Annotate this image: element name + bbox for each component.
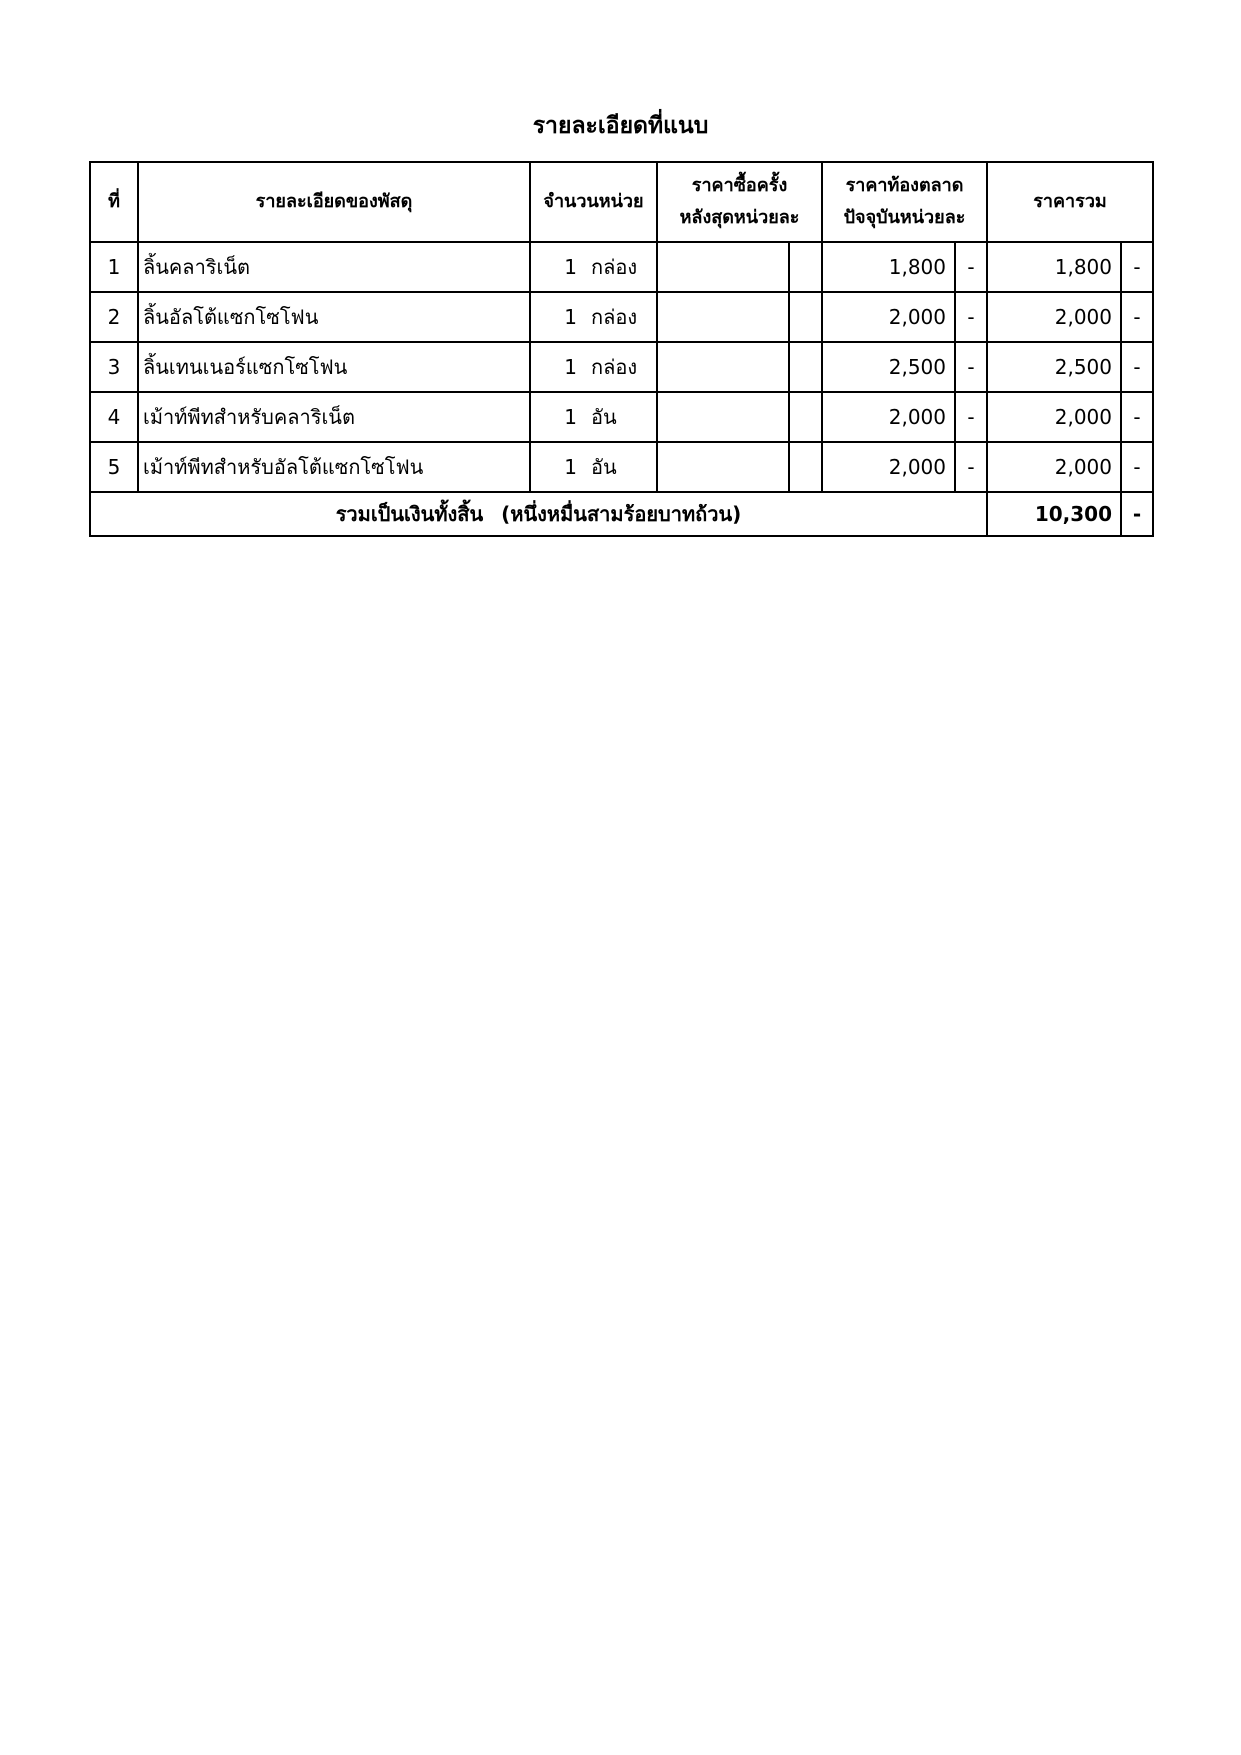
document-title: รายละเอียดที่แนบ — [532, 113, 709, 139]
table-row — [90, 342, 1153, 392]
row-last-price — [657, 342, 789, 392]
row-last-price-sat — [789, 342, 822, 392]
row-total-sat: - — [1121, 292, 1153, 342]
row-market-price: 2,500 — [822, 342, 955, 392]
row-market-price: 2,000 — [822, 392, 955, 442]
row-no: 2 — [90, 292, 138, 342]
row-last-price — [657, 242, 789, 292]
row-description: เม้าท์พีทสำหรับคลาริเน็ต — [138, 392, 530, 442]
row-market-sat: - — [955, 242, 987, 292]
row-description: เม้าท์พีทสำหรับอัลโต้แซกโซโฟน — [138, 442, 530, 492]
row-market-price: 2,000 — [822, 442, 955, 492]
row-quantity — [530, 292, 657, 342]
header-last-price-line1: ราคาซื้อครั้ง — [691, 175, 788, 196]
row-unit: กล่อง — [591, 305, 638, 329]
header-market-price-line2: ปัจจุบันหน่วยละ — [843, 207, 966, 228]
summary-label-cell — [90, 492, 987, 536]
header-market-price-line1: ราคาท้องตลาด — [845, 175, 964, 196]
row-last-price-sat — [789, 292, 822, 342]
row-no: 4 — [90, 392, 138, 442]
row-unit: กล่อง — [591, 355, 638, 379]
row-total: 2,000 — [987, 442, 1121, 492]
table-row — [90, 292, 1153, 342]
row-market-sat: - — [955, 442, 987, 492]
row-market-price: 2,000 — [822, 292, 955, 342]
header-total: ราคารวม — [987, 162, 1153, 242]
header-quantity: จำนวนหน่วย — [530, 162, 657, 242]
row-no: 1 — [90, 242, 138, 292]
row-qty: 1 — [564, 255, 577, 279]
row-qty: 1 — [564, 305, 577, 329]
summary-row — [90, 492, 1153, 536]
row-market-sat: - — [955, 292, 987, 342]
row-description: ลิ้นคลาริเน็ต — [138, 242, 530, 292]
header-last-price — [657, 162, 822, 242]
row-total: 2,000 — [987, 392, 1121, 442]
row-last-price — [657, 392, 789, 442]
table-row — [90, 392, 1153, 442]
row-total: 2,500 — [987, 342, 1121, 392]
header-row — [90, 162, 1153, 242]
row-description: ลิ้นอัลโต้แซกโซโฟน — [138, 292, 530, 342]
row-unit: อัน — [591, 455, 617, 479]
row-description: ลิ้นเทนเนอร์แซกโซโฟน — [138, 342, 530, 392]
row-unit: อัน — [591, 405, 617, 429]
table-row — [90, 242, 1153, 292]
header-market-price — [822, 162, 987, 242]
summary-amount-words: (หนึ่งหมื่นสามร้อยบาทถ้วน) — [501, 502, 742, 526]
row-last-price-sat — [789, 442, 822, 492]
row-last-price-sat — [789, 242, 822, 292]
row-total: 2,000 — [987, 292, 1121, 342]
row-last-price — [657, 292, 789, 342]
row-quantity — [530, 342, 657, 392]
row-quantity — [530, 442, 657, 492]
row-qty: 1 — [564, 355, 577, 379]
items-table — [89, 161, 1154, 537]
row-total: 1,800 — [987, 242, 1121, 292]
row-last-price — [657, 442, 789, 492]
header-description: รายละเอียดของพัสดุ — [138, 162, 530, 242]
row-qty: 1 — [564, 405, 577, 429]
header-no: ที่ — [90, 162, 138, 242]
row-total-sat: - — [1121, 442, 1153, 492]
header-last-price-line2: หลังสุดหน่วยละ — [679, 207, 800, 228]
row-market-price: 1,800 — [822, 242, 955, 292]
row-market-sat: - — [955, 342, 987, 392]
row-no: 3 — [90, 342, 138, 392]
row-unit: กล่อง — [591, 255, 638, 279]
row-qty: 1 — [564, 455, 577, 479]
row-no: 5 — [90, 442, 138, 492]
row-market-sat: - — [955, 392, 987, 442]
summary-total: 10,300 — [987, 492, 1121, 536]
summary-total-sat: - — [1121, 492, 1153, 536]
row-total-sat: - — [1121, 392, 1153, 442]
summary-label: รวมเป็นเงินทั้งสิ้น — [335, 502, 484, 526]
row-quantity — [530, 392, 657, 442]
row-total-sat: - — [1121, 242, 1153, 292]
row-quantity — [530, 242, 657, 292]
row-last-price-sat — [789, 392, 822, 442]
row-total-sat: - — [1121, 342, 1153, 392]
table-row — [90, 442, 1153, 492]
